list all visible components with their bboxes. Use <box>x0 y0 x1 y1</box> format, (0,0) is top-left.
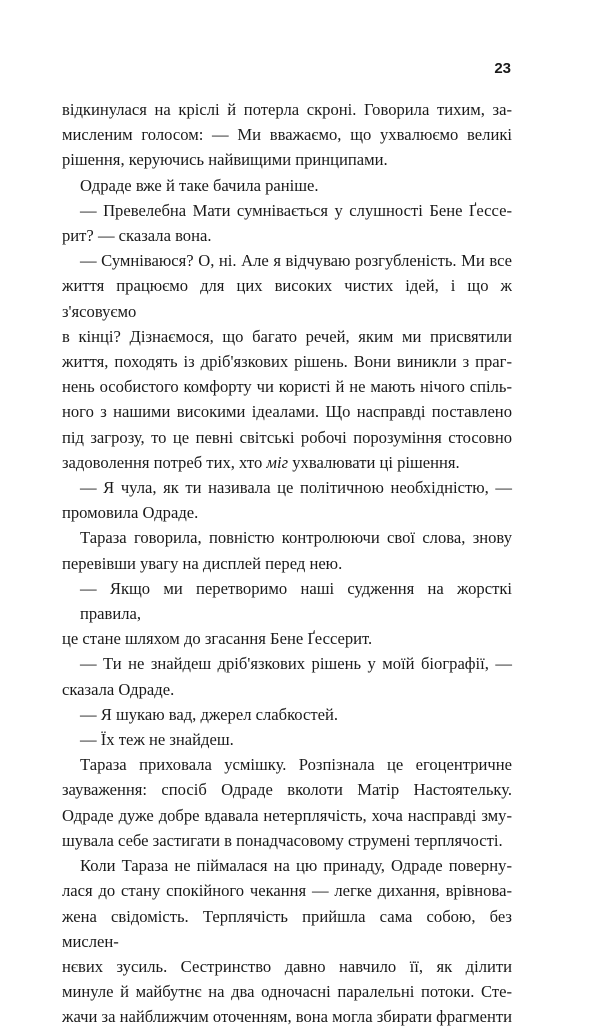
text-line: минуле й майбутнє на два одночасні паралельні потоки. Сте- <box>62 982 512 1002</box>
text-line: — Я чула, як ти називала це політичною необхідністю, — <box>80 478 512 498</box>
page-number: 23 <box>494 60 511 77</box>
text-line: — Їх теж не знайдеш. <box>80 730 234 750</box>
text-line: — Якщо ми перетворимо наші судження на жорсткі правила, <box>80 578 512 624</box>
text-line: шувала себе застигати в понадчасовому струмені терплячості. <box>62 830 503 850</box>
text-line: мисленим голосом: — Ми вважаємо, що ухвалюємо великі <box>62 125 512 145</box>
text-line: життя працюємо для цих високих чистих ідей, і що ж з'ясовуємо <box>62 276 512 321</box>
text-line: Одраде дуже добре вдавала нетерплячість, хоча насправді зму- <box>62 805 512 825</box>
text-line: задоволення потреб тих, хто міг ухвалювати ці рішення. <box>62 452 460 472</box>
body-text <box>62 97 512 1030</box>
text-line: рішення, керуючись найвищими принципами. <box>62 150 388 170</box>
text-line: під загрозу, то це певні світські робочі порозуміння стосовно <box>62 427 512 447</box>
text-line: жачи за найближчим оточенням, вона могла збирати фрагменти <box>62 1007 512 1027</box>
text-line: життя, походять із дріб'язкових рішень. Вони виникли з праг- <box>62 352 512 372</box>
text-line: зауваження: спосіб Одраде вколоти Матір Настоятельку. <box>62 780 512 800</box>
text-line: жена свідомість. Терплячість прийшла сама собою, без мислен- <box>62 906 512 951</box>
text-line: в кінці? Дізнаємося, що багато речей, яким ми присвятили <box>62 326 512 346</box>
text-line: рит? — сказала вона. <box>62 226 212 246</box>
text-line: відкинулася на кріслі й потерла скроні. Говорила тихим, за- <box>62 100 512 119</box>
text-line: Одраде вже й таке бачила раніше. <box>80 175 319 195</box>
text-line: лася до стану спокійного чекання — легке дихання, врівнова- <box>62 881 512 901</box>
text-line: ного з нашими високими ідеалами. Що насправді поставлено <box>62 402 512 422</box>
text-line: — Ти не знайдеш дріб'язкових рішень у моїй біографії, — <box>80 654 512 674</box>
text-line: Тараза приховала усмішку. Розпізнала це егоцентричне <box>80 755 512 775</box>
text-line: промовила Одраде. <box>62 503 199 523</box>
text-line: перевівши увагу на дисплей перед нею. <box>62 553 343 573</box>
text-line: — Превелебна Мати сумнівається у слушності Бене Ґессе- <box>80 200 512 220</box>
text-line: нєвих зусиль. Сестринство давно навчило її, як ділити <box>62 956 512 976</box>
text-line: Тараза говорила, повністю контролюючи свої слова, знову <box>80 528 512 548</box>
text-line: нень особистого комфорту чи користі й не мають нічого спіль- <box>62 377 512 397</box>
text-line: сказала Одраде. <box>62 679 175 699</box>
text-line: — Я шукаю вад, джерел слабкостей. <box>80 704 339 724</box>
text-line: — Сумніваюся? О, ні. Але я відчуваю розгубленість. Ми все <box>80 251 512 271</box>
text-line: це стане шляхом до згасання Бене Ґессерит. <box>62 629 373 649</box>
text-line: Коли Тараза не піймалася на цю принаду, Одраде поверну- <box>80 856 512 876</box>
